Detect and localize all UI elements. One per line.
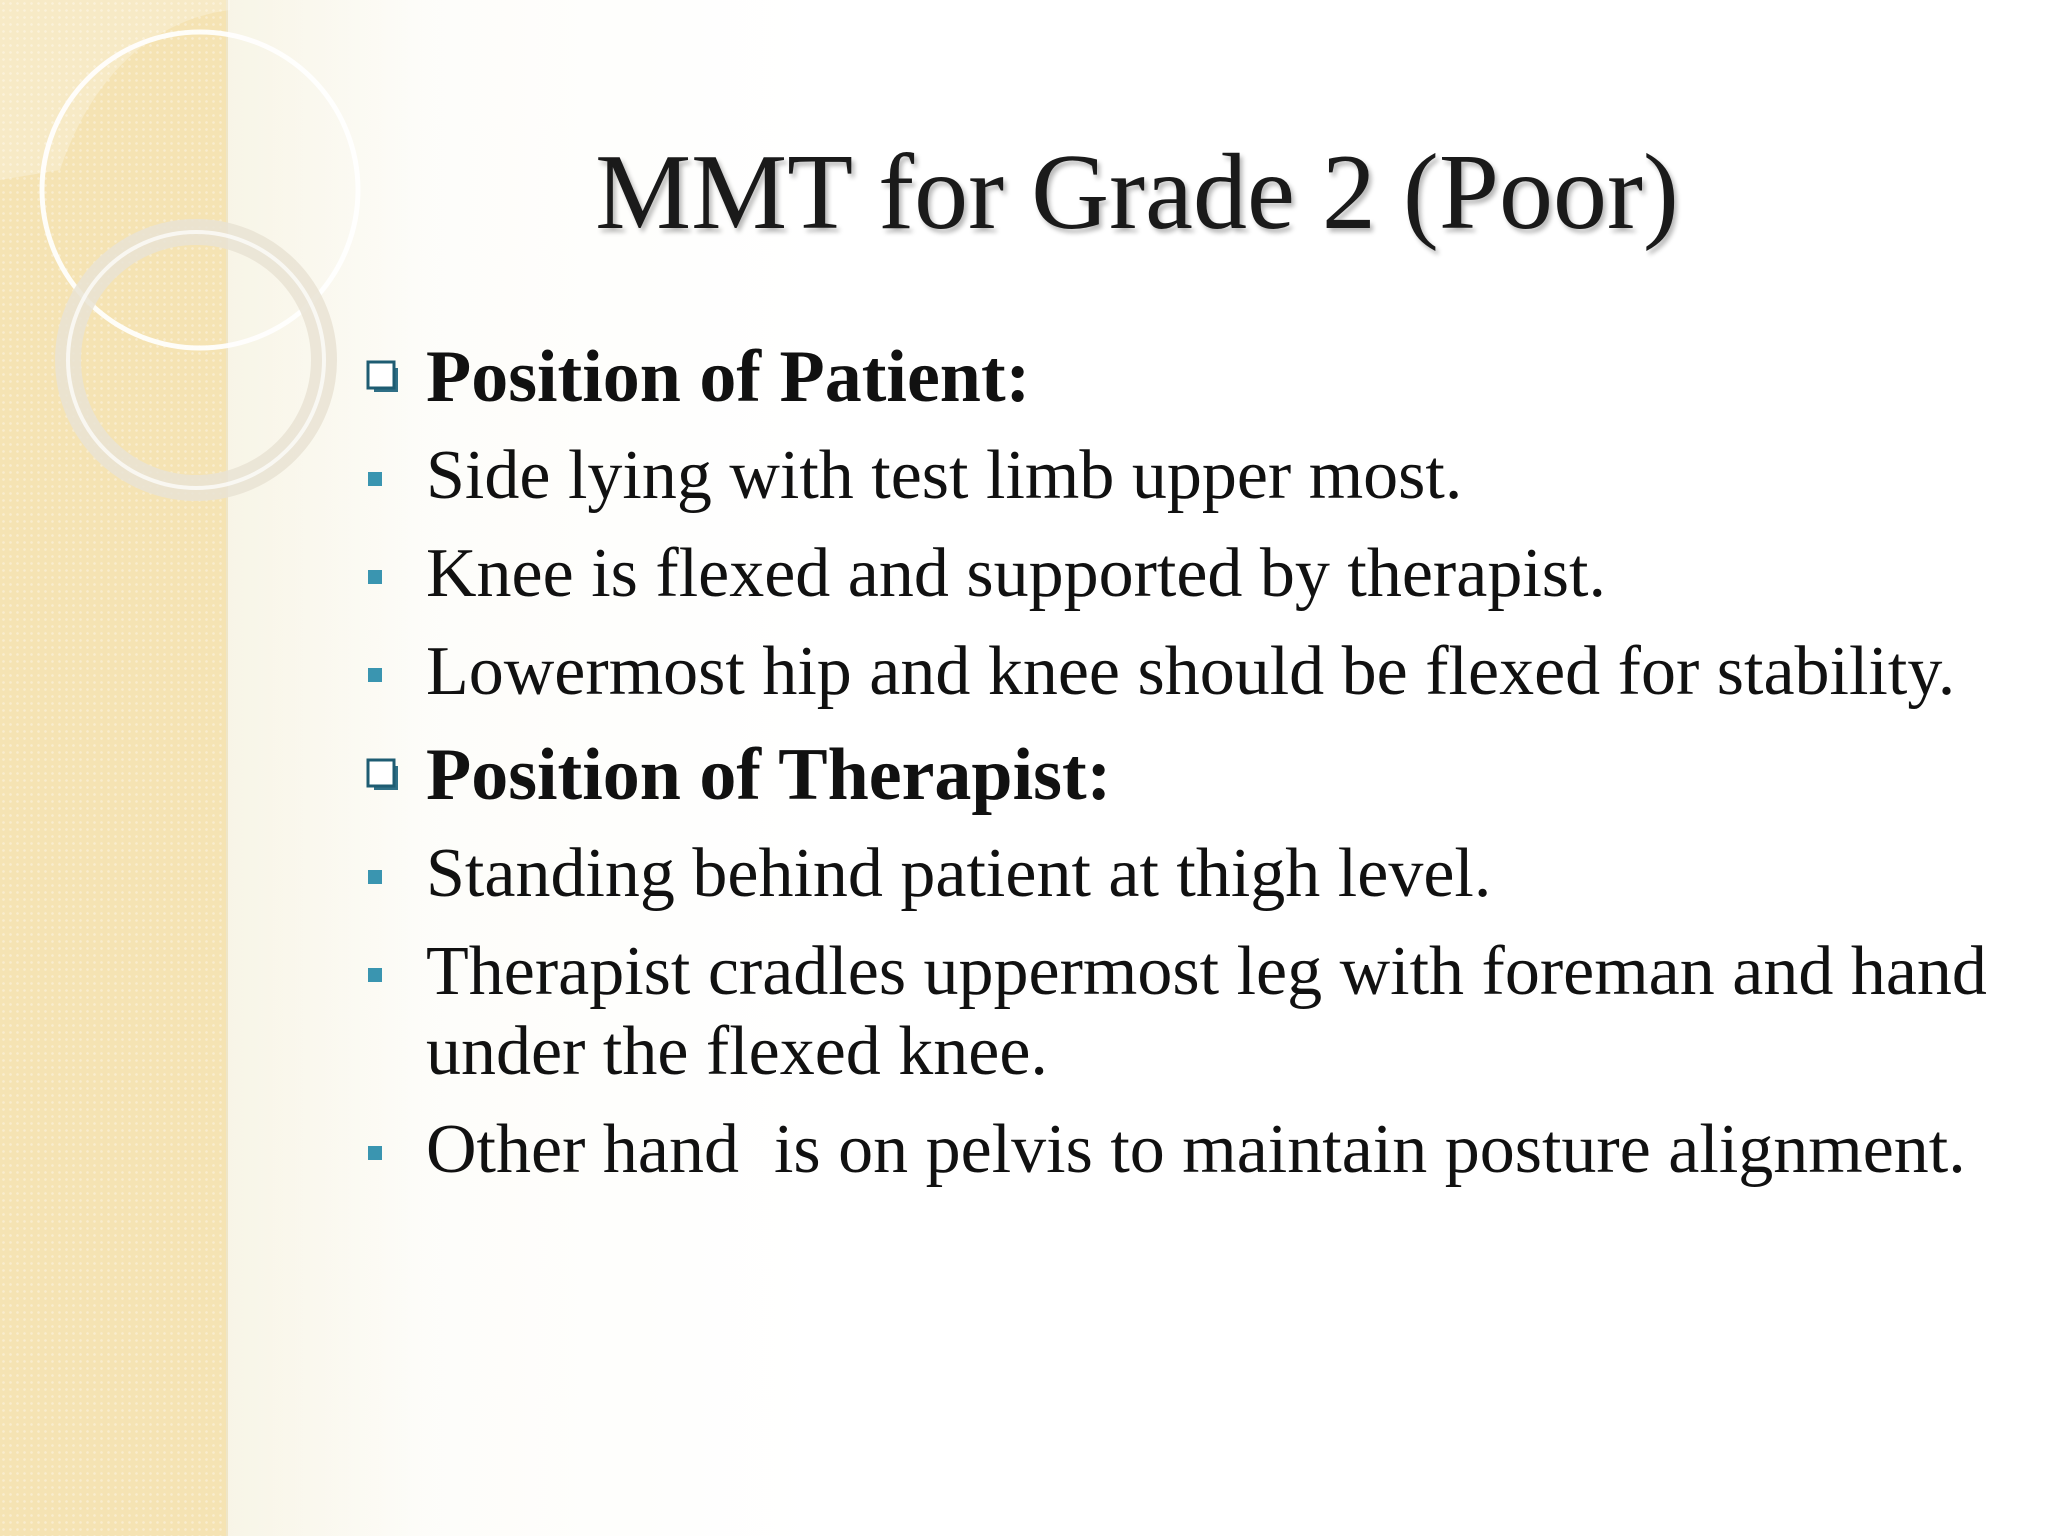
list-item (360, 932, 2000, 1092)
list-item (360, 534, 2000, 614)
list-item-text: Side lying with test limb upper most. (426, 437, 1463, 514)
section-heading-label: Position of Patient: (426, 336, 1031, 418)
list-item (360, 632, 2000, 712)
section-heading-patient (360, 332, 2000, 422)
filled-square-icon (368, 968, 382, 982)
filled-square-icon (368, 472, 382, 486)
hollow-square-icon (366, 360, 400, 394)
list-item-text: Knee is flexed and supported by therapist. (426, 535, 1606, 612)
hollow-square-icon (366, 758, 400, 792)
section-heading-therapist (360, 730, 2000, 820)
filled-square-icon (368, 570, 382, 584)
list-item-text: Standing behind patient at thigh level. (426, 835, 1492, 912)
slide-title: MMT for Grade 2 (Poor) (595, 133, 1679, 252)
list-item (360, 436, 2000, 516)
list-item-text: Other hand is on pelvis to maintain posture alignment. (426, 1111, 1966, 1188)
section-heading-label: Position of Therapist: (426, 734, 1112, 816)
list-item-text: Lowermost hip and knee should be flexed for stability. (426, 633, 1956, 710)
filled-square-icon (368, 870, 382, 884)
list-item (360, 834, 2000, 914)
list-item-text: Therapist cradles uppermost leg with foreman and hand under the flexed knee. (426, 933, 1987, 1090)
filled-square-icon (368, 668, 382, 682)
slide-content (360, 332, 2000, 1208)
filled-square-icon (368, 1146, 382, 1160)
list-item (360, 1110, 2000, 1190)
